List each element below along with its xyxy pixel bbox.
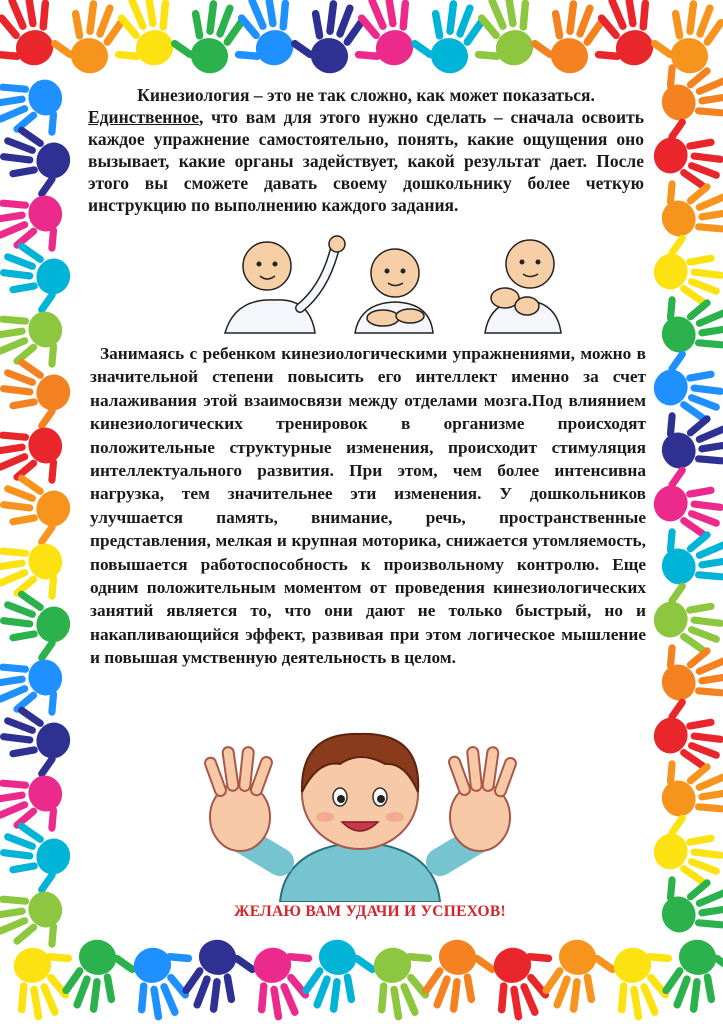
waving-child-illustration (200, 722, 520, 902)
handprint-icon (0, 122, 76, 203)
handprint-icon (285, 0, 370, 79)
handprint-icon (0, 238, 76, 319)
handprint-icon (648, 345, 723, 426)
handprint-icon (58, 934, 143, 1022)
handprint-icon (165, 0, 250, 79)
handprint-icon (0, 0, 65, 75)
handprint-icon (648, 577, 723, 658)
handprint-icon (658, 934, 723, 1022)
handprint-icon (45, 0, 130, 79)
handprint-icon (0, 818, 76, 899)
handprint-icon (418, 934, 503, 1022)
handprint-icon (405, 0, 490, 79)
handprint-icon (648, 809, 723, 890)
closing-wish: ЖЕЛАЮ ВАМ УДАЧИ И УСПЕХОВ! (234, 903, 506, 920)
left-waving-hand (203, 746, 273, 851)
paragraph-benefits: Занимаясь с ребенком кинезиологическими упражнениями, можно в значительной степени повысить его интеллект именно за счет налаживания этой взаимосвязи между отделами мозга.Под влиянием кинезиологических тренировок в организме происходят положительные структурные изменения, происходит стимуляция интеллектуального развития. При этом, чем более интенсивна нагрузка, тем значительнее эти изменения. У дошкольников улучшается память, внимание, речь, пространственные представления, мелкая и крупная моторика, снижается утомляемость, повышается работоспособность к произвольному контролю. Еще одним положительным моментом от проведения кинезиологических занятий является то, что они дают не только быстрый, но и накапливающийся эффект, развивая при этом логическое мышление и повышая умственную деятельность в целом. (90, 344, 646, 668)
handprint-icon (648, 693, 723, 774)
handprint-icon (538, 934, 623, 1022)
child-figure-2 (355, 249, 433, 333)
intro-rest: , что вам для этого нужно сделать – сначала освоить каждое упражнение самостоятельно, понять, какие ощущения оно вызывает, какие органы задействует, какой результат дает. После этого вы сможете давать своему дошкольнику более четкую инструкцию по выполнению каждого задания. (88, 107, 644, 215)
handprint-icon (645, 0, 723, 79)
handprint-icon (0, 702, 76, 783)
intro-first-line: Кинезиология – это не так сложно, как может показаться. (137, 85, 595, 105)
handprint-icon (0, 586, 76, 667)
handprint-icon (648, 229, 723, 310)
handprint-icon (178, 934, 263, 1022)
handprint-icon (648, 461, 723, 542)
handprint-icon (0, 354, 76, 435)
handprint-icon (648, 113, 723, 194)
intro-underlined-word: Единственное (88, 107, 199, 127)
child-figure-1 (225, 236, 345, 333)
handprint-icon (525, 0, 610, 79)
paragraph-intro (88, 84, 644, 216)
kids-exercise-illustration (205, 228, 585, 338)
right-waving-hand (447, 746, 517, 851)
handprint-icon (0, 470, 76, 551)
child-figure-3 (485, 240, 561, 333)
handprint-icon (298, 934, 383, 1022)
